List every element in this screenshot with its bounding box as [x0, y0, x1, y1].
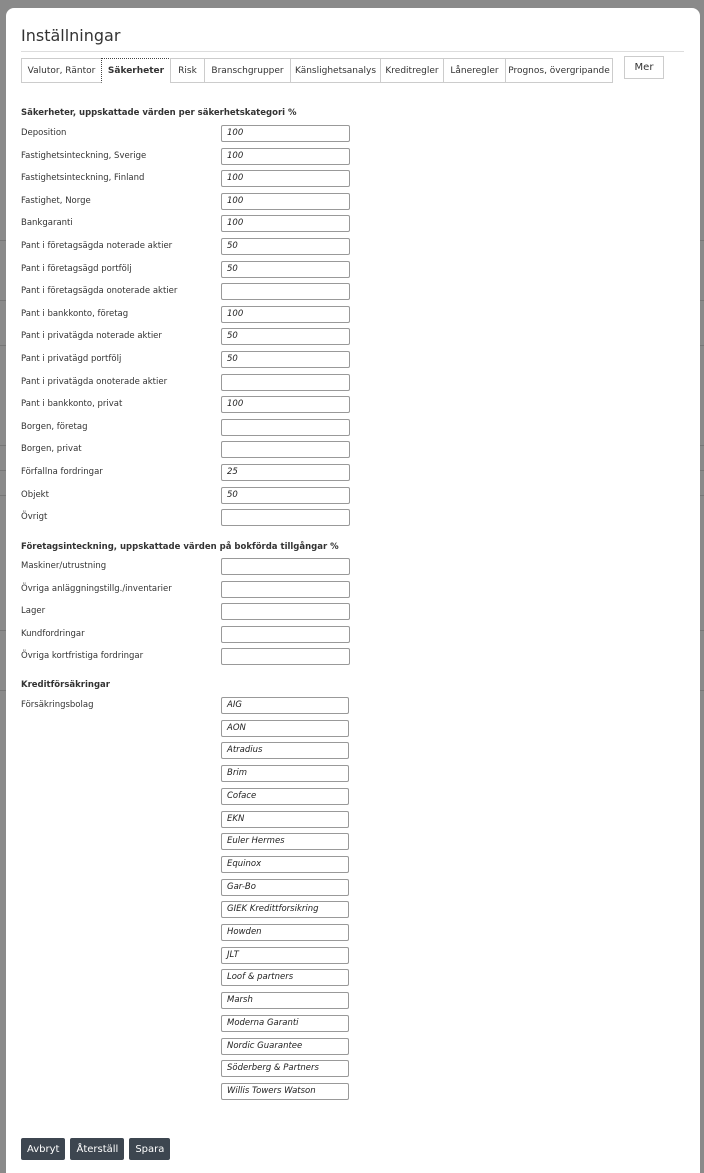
field-label: Borgen, privat — [21, 444, 82, 455]
percent-input[interactable]: 50 — [221, 261, 350, 278]
save-button[interactable]: Spara — [129, 1138, 170, 1160]
insurer-input[interactable]: Brim — [221, 765, 349, 782]
tab-valutor[interactable]: Valutor, Räntor — [21, 58, 102, 83]
percent-input[interactable]: 50 — [221, 238, 350, 255]
insurer-input[interactable]: Equinox — [221, 856, 349, 873]
tab-prognos[interactable]: Prognos, övergripande — [505, 58, 613, 83]
insurer-input[interactable]: Euler Hermes — [221, 833, 349, 850]
field-label: Pant i bankkonto, företag — [21, 308, 129, 319]
field-label: Borgen, företag — [21, 421, 88, 432]
mortgage-heading: Företagsinteckning, uppskattade värden på bokförda tillgångar % — [21, 542, 339, 552]
field-label: Fastighetsinteckning, Finland — [21, 173, 145, 184]
insurer-input[interactable]: AON — [221, 720, 349, 737]
title-divider — [21, 51, 684, 52]
field-label: Objekt — [21, 489, 49, 500]
field-label: Kundfordringar — [21, 628, 85, 639]
percent-input[interactable]: 50 — [221, 351, 350, 368]
tab-sakerheter[interactable]: Säkerheter — [101, 58, 171, 83]
field-label: Maskiner/utrustning — [21, 561, 107, 571]
field-label: Fastighetsinteckning, Sverige — [21, 150, 147, 161]
insurer-input[interactable]: Howden — [221, 924, 349, 941]
collateral-heading: Säkerheter, uppskattade värden per säkerhetskategori % — [21, 108, 297, 118]
cancel-button[interactable]: Avbryt — [21, 1138, 65, 1160]
percent-input[interactable] — [221, 283, 350, 300]
percent-input[interactable]: 25 — [221, 464, 350, 481]
insurer-input[interactable]: EKN — [221, 811, 349, 828]
percent-input[interactable] — [221, 603, 350, 620]
percent-input[interactable] — [221, 441, 350, 458]
percent-input[interactable] — [221, 648, 350, 665]
tab-kanslighetsanalys[interactable]: Känslighetsanalys — [290, 58, 381, 83]
insurer-input[interactable]: Söderberg & Partners — [221, 1060, 349, 1077]
field-label: Pant i företagsägda noterade aktier — [21, 241, 173, 251]
field-label: Pant i privatägd portfölj — [21, 354, 122, 364]
percent-input[interactable]: 100 — [221, 125, 350, 142]
percent-input[interactable]: 100 — [221, 193, 350, 210]
insurer-input[interactable]: Marsh — [221, 992, 349, 1009]
insurer-input[interactable]: Willis Towers Watson — [221, 1083, 349, 1100]
insurer-input[interactable]: AIG — [221, 697, 349, 714]
insurer-input[interactable]: Moderna Garanti — [221, 1015, 349, 1032]
percent-input[interactable]: 100 — [221, 215, 350, 232]
percent-input[interactable]: 50 — [221, 487, 350, 504]
percent-input[interactable] — [221, 558, 350, 575]
field-label: Lager — [21, 606, 46, 617]
insurer-input[interactable]: Atradius — [221, 742, 349, 759]
tab-branschgrupper[interactable]: Branschgrupper — [204, 58, 291, 83]
field-label: Fastighet, Norge — [21, 195, 91, 206]
percent-input[interactable]: 100 — [221, 306, 350, 323]
insurer-input[interactable]: GIEK Kredittforsikring — [221, 901, 349, 918]
tab-risk[interactable]: Risk — [170, 58, 205, 83]
field-label: Förfallna fordringar — [21, 467, 103, 477]
field-label: Pant i företagsägda onoterade aktier — [21, 286, 178, 297]
percent-input[interactable] — [221, 374, 350, 391]
percent-input[interactable]: 100 — [221, 170, 350, 187]
tab-bar — [21, 58, 612, 84]
tab-more[interactable]: Mer — [624, 56, 664, 79]
insurer-input[interactable]: JLT — [221, 947, 349, 964]
percent-input[interactable] — [221, 626, 350, 643]
field-label: Pant i privatägda onoterade aktier — [21, 376, 168, 387]
tab-kreditregler[interactable]: Kreditregler — [380, 58, 444, 83]
reset-button[interactable]: Återställ — [70, 1138, 124, 1160]
field-label: Deposition — [21, 128, 67, 138]
field-label: Pant i privatägda noterade aktier — [21, 331, 162, 342]
insurer-input[interactable]: Loof & partners — [221, 969, 349, 986]
settings-dialog — [6, 8, 700, 1173]
insurer-input[interactable]: Coface — [221, 788, 349, 805]
field-label: Pant i företagsägd portfölj — [21, 263, 132, 274]
insurer-label: Försäkringsbolag — [21, 700, 94, 710]
percent-input[interactable] — [221, 509, 350, 526]
percent-input[interactable]: 50 — [221, 328, 350, 345]
percent-input[interactable]: 100 — [221, 396, 350, 413]
field-label: Övriga kortfristiga fordringar — [21, 651, 144, 662]
field-label: Övriga anläggningstillg./inventarier — [21, 583, 172, 594]
percent-input[interactable] — [221, 581, 350, 598]
tab-laneregler[interactable]: Låneregler — [443, 58, 506, 83]
credit-insurance-heading: Kreditförsäkringar — [21, 680, 110, 690]
field-label: Bankgaranti — [21, 218, 73, 229]
percent-input[interactable]: 100 — [221, 148, 350, 165]
insurer-input[interactable]: Gar-Bo — [221, 879, 349, 896]
dialog-actions — [21, 1138, 170, 1160]
dialog-title: Inställningar — [21, 26, 121, 45]
field-label: Pant i bankkonto, privat — [21, 399, 123, 410]
field-label: Övrigt — [21, 512, 48, 523]
insurer-input[interactable]: Nordic Guarantee — [221, 1038, 349, 1055]
percent-input[interactable] — [221, 419, 350, 436]
